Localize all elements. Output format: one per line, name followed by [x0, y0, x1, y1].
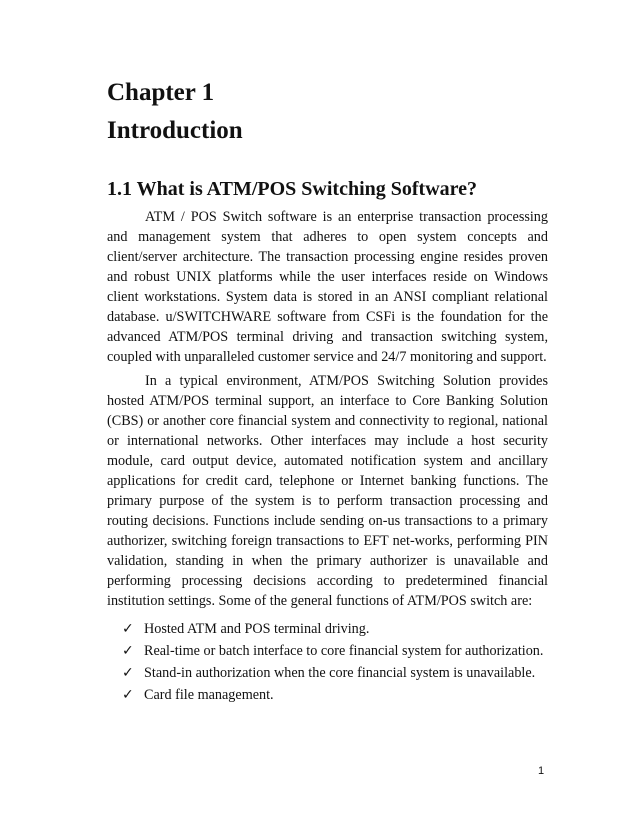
checklist-item-text: Real-time or batch interface to core financial system for authorization. — [144, 643, 544, 659]
checklist-item-text: Stand-in authorization when the core financial system is unavailable. — [144, 665, 536, 681]
checklist-item-text: Hosted ATM and POS terminal driving. — [144, 621, 370, 637]
chapter-number: Chapter 1 — [107, 79, 215, 106]
check-mark-icon: ✓ — [122, 665, 134, 681]
checklist-item-text: Card file management. — [144, 687, 274, 703]
function-checklist — [107, 619, 548, 705]
check-mark-icon: ✓ — [122, 687, 134, 703]
body-text — [107, 207, 548, 705]
page-number: 1 — [538, 765, 545, 777]
checklist-item — [107, 619, 548, 639]
check-mark-icon: ✓ — [122, 643, 134, 659]
chapter-title: Introduction — [107, 117, 243, 144]
checklist-item — [107, 641, 548, 661]
paragraph-2: In a typical environment, ATM/POS Switching Solution provides hosted ATM/POS terminal support, an interface to Core Banking Solution (CBS) or another core financial system and connectivity to regional, national or international networks. Other interfaces may include a host security module, card output device, automated notification system and ancillary applications for credit card, telephone or Internet banking functions. The primary purpose of the system is to perform transaction processing and routing decisions. Functions include sending on-us transactions to a primary authorizer, switching foreign transactions to EFT net-works, performing PIN validation, standing in when the primary authorizer is unavailable and performing processing decisions according to predetermined financial institution settings. Some of the general functions of ATM/POS switch are: — [107, 373, 548, 609]
check-mark-icon: ✓ — [122, 621, 134, 637]
checklist-item — [107, 663, 548, 683]
section-heading: 1.1 What is ATM/POS Switching Software? — [107, 178, 478, 200]
checklist-item — [107, 685, 548, 705]
paragraph-1: ATM / POS Switch software is an enterprise transaction processing and management system that adheres to open system concepts and client/server architecture. The transaction processing engine resides proven and robust UNIX platforms while the user interfaces reside on Windows client workstations. System data is stored in an ANSI compliant relational database. u/SWITCHWARE software from CSFi is the foundation for the advanced ATM/POS terminal driving and transaction switching system, coupled with unparalleled customer service and 24/7 monitoring and support. — [107, 209, 548, 365]
